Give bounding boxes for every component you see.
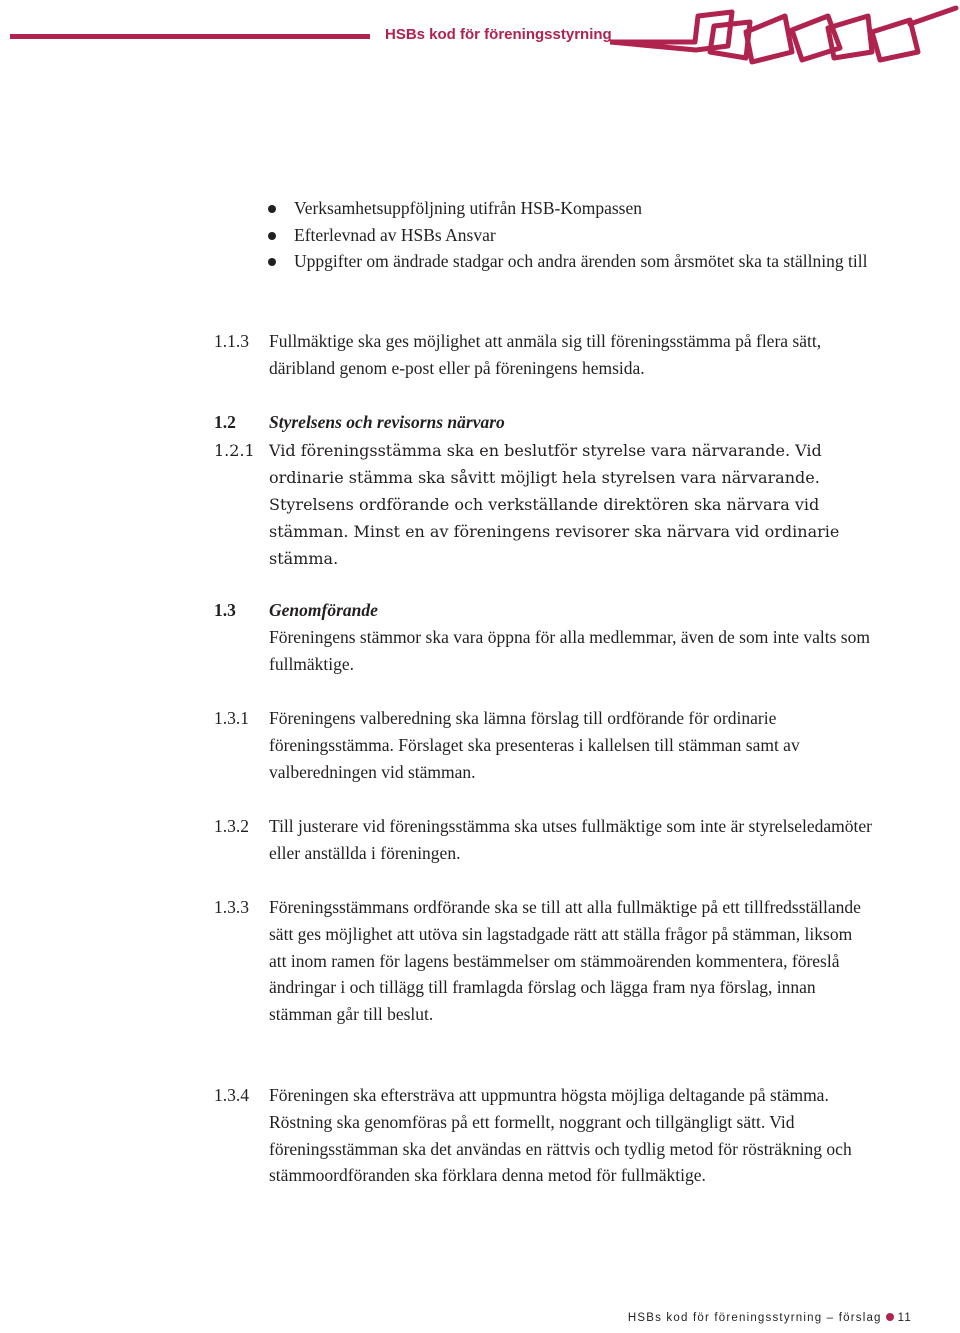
section-number: 1.2 [214, 412, 236, 432]
bullet-text: Uppgifter om ändrade stadgar och andra ärenden som årsmötet ska ta ställning till [294, 251, 868, 271]
section-1-2-heading [214, 409, 874, 436]
section-text: Föreningsstämmans ordförande ska se till att alla fullmäktige på ett tillfredsställande sätt ges möjlighet att utöva sin lagstadgade rätt att ställa frågor på stämman, liksom att inom ramen för lagens bestämmelser om stämmoärenden kommentera, föreslå ändringar i och tillägg till framlagda förslag och lägga fram nya förslag, innan stämman går till beslut. [269, 897, 861, 1025]
bullet-item [268, 248, 868, 275]
section-text: Vid föreningsstämma ska en beslutför styrelse vara närvarande. Vid ordinarie stämma ska såvitt möjligt hela styrelsen vara närvarande. Styrelsens ordförande och verkställande direktören ska närvara vid stämman. Minst en av föreningens revisorer ska närvara vid ordinarie stämma. [269, 441, 840, 568]
section-number: 1.3.1 [214, 708, 249, 728]
section-number: 1.1.3 [214, 331, 249, 351]
footer-dot-icon [886, 1313, 894, 1321]
hsb-logo [610, 2, 960, 76]
section-text: Föreningen ska eftersträva att uppmuntra högsta möjliga deltagande på stämma. Röstning ska genomföras på ett formellt, noggrant och tillgängligt sätt. Vid föreningsstämman ska det användas en rättvis och tydlig metod för rösträkning och stämmoordföranden ska förklara denna metod för fullmäktige. [269, 1085, 852, 1186]
section-heading: Genomförande [269, 600, 378, 620]
section-heading: Styrelsens och revisorns närvaro [269, 412, 505, 432]
bullet-list [268, 195, 868, 275]
section-number: 1.2.1 [214, 441, 255, 460]
section-1-3-3 [214, 894, 874, 1028]
page-number: 11 [897, 1312, 912, 1324]
bullet-dot-icon [268, 232, 276, 240]
bullet-text: Efterlevnad av HSBs Ansvar [294, 224, 496, 245]
footer-title: HSBs kod för föreningsstyrning – förslag [627, 1312, 882, 1324]
section-text: Föreningens valberedning ska lämna förslag till ordförande för ordinarie föreningsstämma. Förslaget ska presenteras i kallelsen till stämman samt av valberedningen vid stämman. [269, 708, 800, 782]
section-1-3-2 [214, 813, 874, 867]
section-text: Fullmäktige ska ges möjlighet att anmäla sig till föreningsstämma på flera sätt, däribland genom e-post eller på föreningens hemsida. [269, 331, 822, 378]
bullet-item [268, 222, 868, 249]
bullet-dot-icon [268, 258, 276, 266]
bullet-dot-icon [268, 205, 276, 213]
section-text: Till justerare vid föreningsstämma ska utses fullmäktige som inte är styrelseledamöter eller anställda i föreningen. [269, 816, 872, 863]
bullet-text: Verksamhetsuppföljning utifrån HSB-Kompassen [294, 198, 643, 218]
section-number: 1.3.3 [214, 897, 249, 917]
section-1-3 [214, 597, 874, 677]
page-footer [628, 1312, 912, 1324]
running-header-title: HSBs kod för föreningsstyrning [385, 26, 612, 43]
section-1-1-3 [214, 328, 874, 382]
section-number: 1.3.4 [214, 1085, 249, 1105]
header-rule [10, 34, 370, 39]
section-1-3-1 [214, 705, 874, 785]
section-1-3-4 [214, 1082, 874, 1189]
section-number: 1.3 [214, 600, 236, 620]
bullet-item [268, 195, 868, 222]
section-text: Föreningens stämmor ska vara öppna för alla medlemmar, även de som inte valts som fullmäktige. [269, 626, 870, 674]
section-number: 1.3.2 [214, 816, 249, 836]
section-1-2-1 [214, 437, 874, 572]
